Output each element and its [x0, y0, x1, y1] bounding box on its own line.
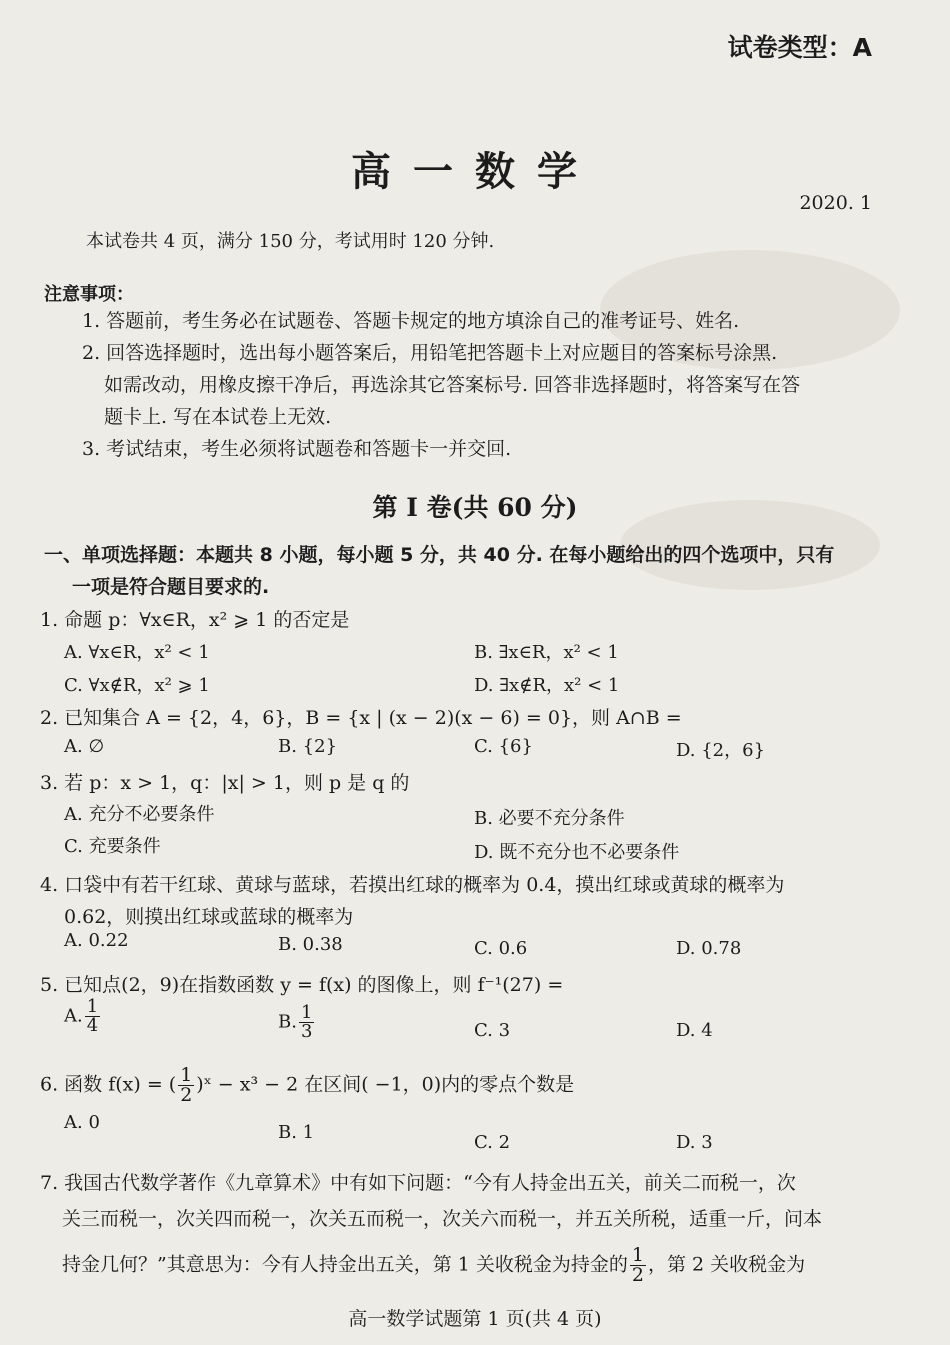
question-5-option-a: A. $\frac{1}{4}$ [64, 996, 99, 1036]
question-4-option-c: C. 0.6 [474, 938, 528, 959]
fraction: $\frac{1}{2}$ [180, 1064, 193, 1106]
notice-line: 题卡上. 写在本试卷上无效. [104, 406, 332, 428]
question-3-option-c: C. 充要条件 [64, 836, 161, 857]
question-2-stem: 2. 已知集合 A = {2，4，6}，B = {x | (x − 2)(x − 6) = 0}，则 A∩B = [40, 707, 682, 729]
exam-intro: 本试卷共 4 页，满分 150 分，考试用时 120 分钟. [86, 231, 495, 252]
question-2-option-d: D. {2，6} [676, 740, 766, 761]
page-title: 高一数学 [351, 149, 599, 195]
question-6-option-a: A. 0 [64, 1112, 100, 1133]
question-4-line: 4. 口袋中有若干红球、黄球与蓝球，若摸出红球的概率为 0.4，摸出红球或黄球的概率为 [40, 874, 785, 896]
question-1-option-a: A. ∀x∈R，x² < 1 [64, 642, 210, 663]
question-6-stem: 6. 函数 f(x) = ( $\frac{1}{2}$ )ˣ − x³ − 2 在区间( −1，0)内的零点个数是 [40, 1064, 575, 1106]
question-1-option-b: B. ∃x∈R，x² < 1 [474, 642, 619, 663]
notice-line: 2. 回答选择题时，选出每小题答案后，用铅笔把答题卡上对应题目的答案标号涂黑. [82, 342, 778, 364]
question-5-stem: 5. 已知点(2，9)在指数函数 y = f(x) 的图像上，则 f⁻¹(27) = [40, 974, 564, 996]
question-6-option-b: B. 1 [278, 1122, 315, 1143]
notice-line: 如需改动，用橡皮擦干净后，再选涂其它答案标号. 回答非选择题时，将答案写在答 [104, 374, 801, 396]
question-3-option-b: B. 必要不充分条件 [474, 808, 625, 829]
notice-line: 1. 答题前，考生务必在试题卷、答题卡规定的地方填涂自己的准考证号、姓名. [82, 310, 740, 332]
fraction: $\frac{1}{4}$ [86, 996, 99, 1036]
question-7-line: 持金几何？”其意思为：今有人持金出五关，第 1 关收税金为持金的 $\frac{1}{2}$ ，第 2 关收税金为 [62, 1244, 806, 1286]
question-1-option-d: D. ∃x∉R，x² < 1 [474, 675, 620, 696]
part-heading: 一项是符合题目要求的. [72, 576, 270, 598]
part-heading: 一、单项选择题：本题共 8 小题，每小题 5 分，共 40 分. 在每小题给出的四个选项中，只有 [44, 544, 835, 566]
question-3-option-d: D. 既不充分也不必要条件 [474, 842, 680, 863]
question-6-option-d: D. 3 [676, 1132, 713, 1153]
paper-type: 试卷类型：A [727, 33, 872, 62]
question-7-line: 关三而税一，次关四而税一，次关五而税一，次关六而税一，并五关所税，适重一斤，问本 [62, 1208, 823, 1230]
question-2-option-a: A. ∅ [64, 736, 105, 757]
fraction: $\frac{1}{2}$ [631, 1244, 644, 1286]
question-2-option-b: B. {2} [278, 736, 338, 757]
question-1-stem: 1. 命题 p：∀x∈R，x² ⩾ 1 的否定是 [40, 609, 350, 631]
question-3-option-a: A. 充分不必要条件 [64, 804, 215, 825]
question-4-option-d: D. 0.78 [676, 938, 742, 959]
question-3-stem: 3. 若 p：x > 1，q：|x| > 1，则 p 是 q 的 [40, 772, 410, 794]
fraction: $\frac{1}{3}$ [300, 1002, 313, 1042]
question-2-option-c: C. {6} [474, 736, 533, 757]
question-4-line: 0.62，则摸出红球或蓝球的概率为 [64, 906, 354, 928]
question-4-option-a: A. 0.22 [64, 930, 129, 951]
question-1-option-c: C. ∀x∉R，x² ⩾ 1 [64, 675, 210, 696]
question-7-line: 7. 我国古代数学著作《九章算术》中有如下问题：“今有人持金出五关，前关二而税一，次 [40, 1172, 796, 1194]
exam-date: 2020. 1 [799, 192, 872, 214]
question-4-option-b: B. 0.38 [278, 934, 343, 955]
notice-heading: 注意事项： [44, 284, 134, 305]
notice-line: 3. 考试结束，考生必须将试题卷和答题卡一并交回. [82, 438, 512, 460]
question-5-option-b: B. $\frac{1}{3}$ [278, 1002, 313, 1042]
section-heading: 第 I 卷(共 60 分) [372, 493, 578, 522]
question-5-option-c: C. 3 [474, 1020, 511, 1041]
question-6-option-c: C. 2 [474, 1132, 511, 1153]
question-5-option-d: D. 4 [676, 1020, 713, 1041]
page-footer: 高一数学试题第 1 页(共 4 页) [348, 1308, 602, 1330]
